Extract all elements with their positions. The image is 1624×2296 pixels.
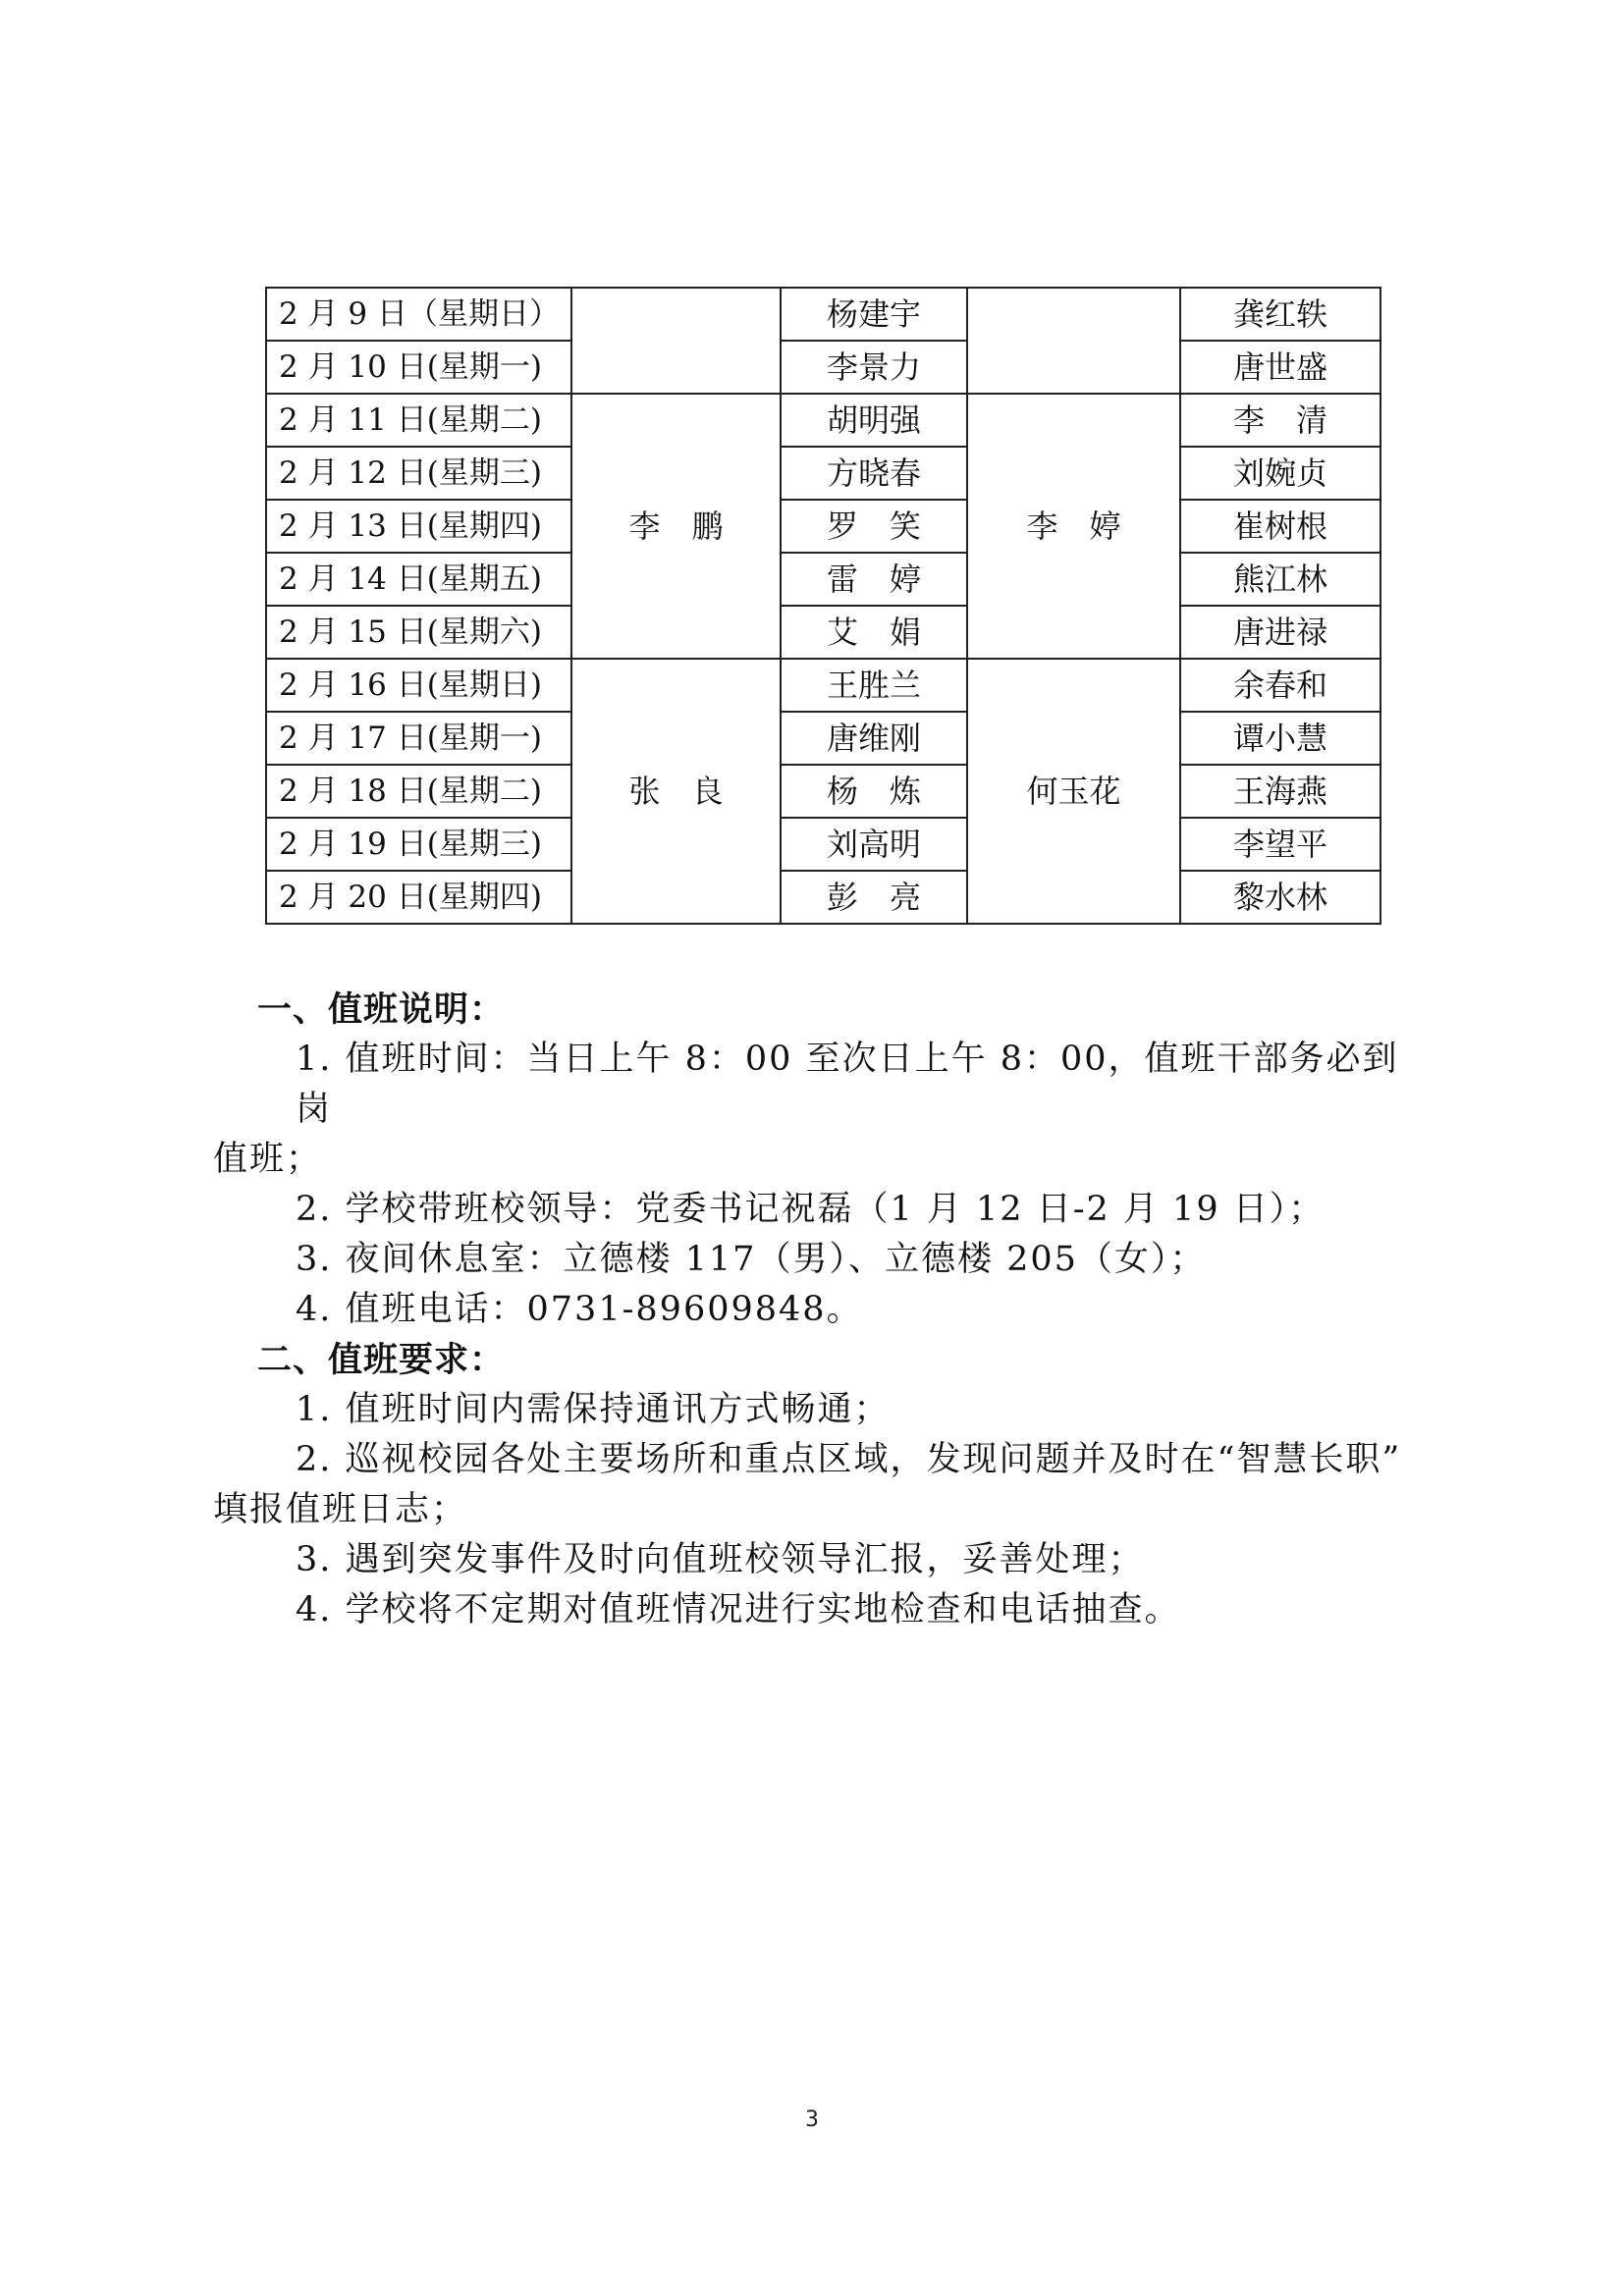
staff-cell: 唐进禄 — [1180, 606, 1380, 659]
date-cell: 2 月 19 日(星期三) — [266, 818, 571, 871]
cadre-cell: 杨 炼 — [781, 765, 967, 818]
table-row — [266, 341, 1380, 394]
date-cell: 2 月 14 日(星期五) — [266, 553, 571, 606]
date-cell: 2 月 12 日(星期三) — [266, 447, 571, 500]
staff-cell: 刘婉贞 — [1180, 447, 1380, 500]
note-item-duty-time — [213, 1035, 1431, 1185]
duty-notes — [213, 985, 1431, 1635]
table-row — [266, 818, 1380, 871]
requirement-item-text: 2. 巡视校园各处主要场所和重点区域，发现问题并及时在“智慧长职” — [296, 1440, 1402, 1479]
date-cell: 2 月 16 日(星期日) — [266, 659, 571, 712]
leader-cell: 李 鹏 — [571, 394, 781, 659]
table-row — [266, 553, 1380, 606]
section-heading-duty-requirements: 二、值班要求： — [257, 1340, 506, 1380]
staff-cell: 谭小慧 — [1180, 712, 1380, 765]
secondary-cell: 何玉花 — [967, 659, 1180, 924]
cadre-cell: 方晓春 — [781, 447, 967, 500]
table-row — [266, 659, 1380, 712]
cadre-cell: 唐维刚 — [781, 712, 967, 765]
staff-cell: 王海燕 — [1180, 765, 1380, 818]
leader-cell: 张 良 — [571, 659, 781, 924]
cadre-cell: 杨建宇 — [781, 288, 967, 341]
date-cell: 2 月 18 日(星期二) — [266, 765, 571, 818]
staff-cell: 崔树根 — [1180, 500, 1380, 553]
staff-cell: 李望平 — [1180, 818, 1380, 871]
requirement-item-inspection: 4. 学校将不定期对值班情况进行实地检查和电话抽查。 — [296, 1590, 1181, 1629]
requirement-item-communication: 1. 值班时间内需保持通讯方式畅通； — [296, 1390, 891, 1429]
cadre-cell: 罗 笑 — [781, 500, 967, 553]
date-cell: 2 月 17 日(星期一) — [266, 712, 571, 765]
table-row — [266, 447, 1380, 500]
table-row — [266, 765, 1380, 818]
date-cell: 2 月 9 日（星期日） — [266, 288, 571, 341]
cadre-cell: 彭 亮 — [781, 871, 967, 924]
note-item-rest-room: 3. 夜间休息室：立德楼 117（男）、立德楼 205（女）； — [296, 1240, 1207, 1279]
table-row — [266, 288, 1380, 341]
staff-cell: 余春和 — [1180, 659, 1380, 712]
date-cell: 2 月 13 日(星期四) — [266, 500, 571, 553]
secondary-cell: 李 婷 — [967, 394, 1180, 659]
table-row — [266, 712, 1380, 765]
staff-cell: 熊江林 — [1180, 553, 1380, 606]
cadre-cell: 李景力 — [781, 341, 967, 394]
note-item-phone: 4. 值班电话：0731-89609848。 — [296, 1290, 863, 1329]
date-cell: 2 月 20 日(星期四) — [266, 871, 571, 924]
staff-cell: 龚红轶 — [1180, 288, 1380, 341]
date-cell: 2 月 15 日(星期六) — [266, 606, 571, 659]
cadre-cell: 胡明强 — [781, 394, 967, 447]
cadre-cell: 艾 娟 — [781, 606, 967, 659]
table-row — [266, 394, 1380, 447]
leader-cell-empty — [571, 288, 781, 394]
section-heading-duty-notes: 一、值班说明： — [257, 989, 506, 1030]
note-item-text: 1. 值班时间：当日上午 8：00 至次日上午 8：00，值班干部务必到岗 — [296, 1040, 1399, 1129]
requirement-item-patrol — [213, 1435, 1431, 1535]
page-number: 3 — [805, 2108, 819, 2132]
staff-cell: 唐世盛 — [1180, 341, 1380, 394]
table-row — [266, 500, 1380, 553]
cadre-cell: 雷 婷 — [781, 553, 967, 606]
table-row — [266, 606, 1380, 659]
table-row — [266, 871, 1380, 924]
duty-schedule-table — [265, 287, 1381, 925]
cadre-cell: 王胜兰 — [781, 659, 967, 712]
note-item-continuation: 值班； — [213, 1140, 323, 1179]
date-cell: 2 月 11 日(星期二) — [266, 394, 571, 447]
secondary-cell-empty — [967, 288, 1180, 394]
requirement-item-continuation: 填报值班日志； — [213, 1490, 468, 1529]
note-item-leader: 2. 学校带班校领导：党委书记祝磊（1 月 12 日-2 月 19 日）； — [296, 1190, 1326, 1229]
staff-cell: 黎水林 — [1180, 871, 1380, 924]
requirement-item-emergency: 3. 遇到突发事件及时向值班校领导汇报，妥善处理； — [296, 1540, 1145, 1579]
cadre-cell: 刘高明 — [781, 818, 967, 871]
staff-cell: 李 清 — [1180, 394, 1380, 447]
date-cell: 2 月 10 日(星期一) — [266, 341, 571, 394]
